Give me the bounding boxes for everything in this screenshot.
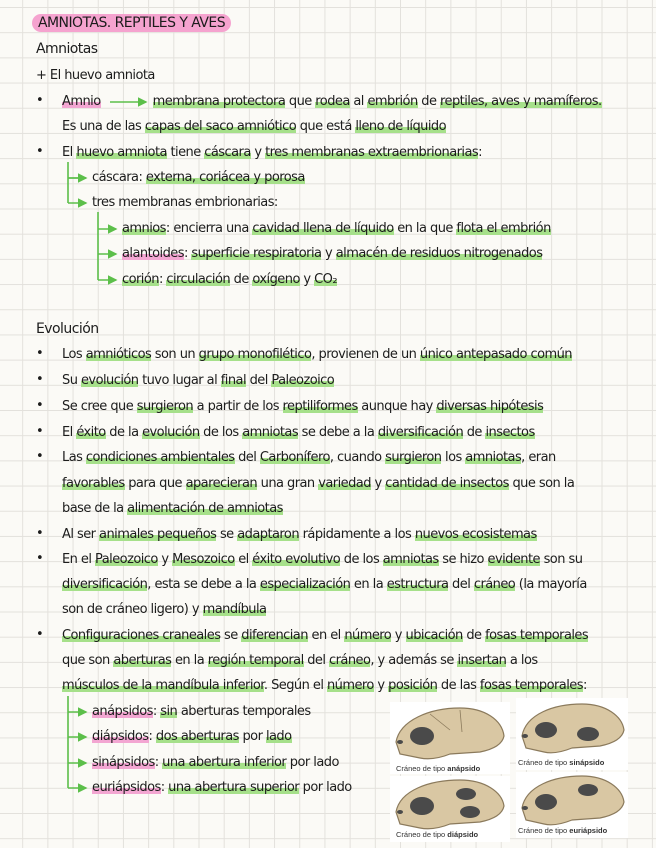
text-line: Al ser animales pequeños se adaptaron rápidamente a los nuevos ecosistemas (62, 527, 537, 542)
text-line: El huevo amniota tiene cáscara y tres membranas extraembrionarias: (62, 145, 482, 160)
text-line: Es una de las capas del saco amniótico que está lleno de líquido (62, 119, 447, 134)
text-line: Su evolución tuvo lugar al final del Paleozoico (62, 373, 335, 388)
bullet: • (36, 526, 44, 541)
text-line: que son aberturas en la región temporal del cráneo, y además se insertan a los (62, 653, 538, 668)
bullet: • (36, 424, 44, 439)
skull-diapsid-image (390, 776, 510, 842)
skull-caption: Cráneo de tipo sinápsido (518, 758, 605, 767)
text-line: Se cree que surgieron a partir de los reptiliformes aunque hay diversas hipótesis (62, 399, 544, 414)
sub-item-membranas: tres membranas embrionarias: (92, 195, 278, 210)
skull-caption: Cráneo de tipo anápsido (396, 764, 481, 773)
text-line: En el Paleozoico y Mesozoico el éxito evolutivo de los amniotas se hizo evidente son su (62, 552, 583, 567)
skull-synapsid-image (516, 698, 628, 770)
arrow-icon (68, 162, 86, 203)
section-heading-evolucion: Evolución (36, 321, 99, 337)
bullet: • (36, 398, 44, 413)
bullet: • (36, 449, 44, 464)
bullet: • (36, 144, 44, 159)
skull-caption: Cráneo de tipo euriápsido (518, 826, 608, 835)
text-line: base de la alimentación de amniotas (62, 501, 283, 516)
sub-item-corion: corión: circulación de oxígeno y CO₂ (122, 272, 338, 287)
section-heading-amniotas: Amniotas (36, 41, 98, 57)
text-line: Las condiciones ambientales del Carbonífero, cuando surgieron los amniotas, eran (62, 450, 556, 465)
sub-item-cascara: cáscara: externa, coriácea y porosa (92, 170, 305, 185)
text-line: diversificación, esta se debe a la especialización en la estructura del cráneo (la mayoría (62, 577, 587, 592)
bullet: • (36, 93, 44, 108)
skull-caption: Cráneo de tipo diápsido (396, 830, 479, 839)
text-line: favorables para que aparecieran una gran variedad y cantidad de insectos que son la (62, 476, 575, 491)
bullet: • (36, 346, 44, 361)
text-line: El éxito de la evolución de los amniotas se debe a la diversificación de insectos (62, 425, 535, 440)
sub-item-alantoides: alantoides: superficie respiratoria y almacén de residuos nitrogenados (122, 246, 543, 261)
subheading-huevo-amniota: + El huevo amniota (36, 68, 155, 83)
type-diapsidos: diápsidos: dos aberturas por lado (92, 729, 292, 744)
text-line: Configuraciones craneales se diferencian en el número y ubicación de fosas temporales (62, 628, 589, 643)
skull-anapsid-image (390, 702, 510, 774)
sub-item-amnios: amnios: encierra una cavidad llena de líquido en la que flota el embrión (122, 221, 551, 236)
skull-euryapsid-image (516, 772, 628, 838)
page-title: AMNIOTAS. REPTILES Y AVES (32, 14, 231, 32)
type-euriapsidos: euriápsidos: una abertura superior por lado (92, 780, 352, 795)
bullet: • (36, 372, 44, 387)
text-line: son de cráneo ligero) y mandíbula (62, 602, 267, 617)
bullet: • (36, 627, 44, 642)
type-anapsidos: anápsidos: sin aberturas temporales (92, 704, 311, 719)
text-line: Los amnióticos son un grupo monofilético, provienen de un único antepasado común (62, 347, 572, 362)
text-line: músculos de la mandíbula inferior. Según el número y posición de las fosas temporales: (62, 678, 587, 693)
type-sinapsidos: sinápsidos: una abertura inferior por lado (92, 755, 339, 770)
text-line: Amnio membrana protectora que rodea al embrión de reptiles, aves y mamíferos. (62, 94, 602, 109)
bullet: • (36, 551, 44, 566)
